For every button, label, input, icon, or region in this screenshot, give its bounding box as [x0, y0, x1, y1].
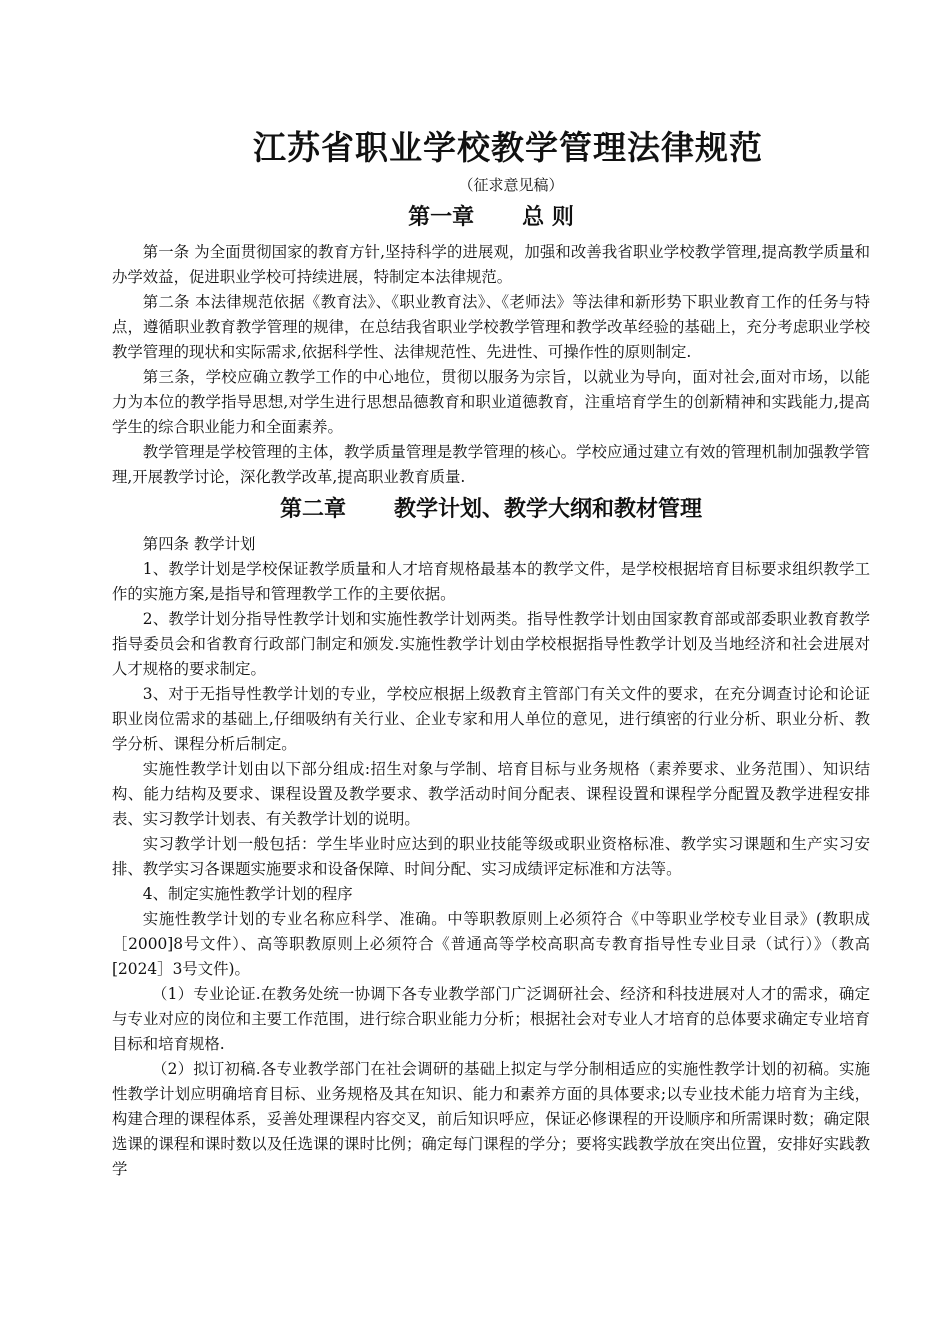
- document-page: [112, 124, 870, 1182]
- article-1: 第一条 为全面贯彻国家的教育方针,坚持科学的进展观，加强和改善我省职业学校教学管理,提高教学质量和办学效益，促进职业学校可持续进展，特制定本法律规范。: [112, 243, 870, 286]
- article-4-heading: 第四条 教学计划: [142, 535, 256, 553]
- teaching-plan-item-1: 1、教学计划是学校保证教学质量和人才培育规格最基本的教学文件，是学校根据培育目标要求组织教学工作的实施方案,是指导和管理教学工作的主要依据。: [112, 560, 870, 603]
- plan-components-paragraph: 实施性教学计划由以下部分组成:招生对象与学制、培育目标与业务规格（素养要求、业务范围）、知识结构、能力结构及要求、课程设置及教学要求、教学活动时间分配表、课程设置和课程学分配置及教学进程安排表、实习教学计划表、有关教学计划的说明。: [112, 760, 870, 828]
- document-subtitle: （征求意见稿）: [458, 176, 564, 194]
- procedure-step-2: （2）拟订初稿.各专业教学部门在社会调研的基础上拟定与学分制相适应的实施性教学计划的初稿。实施性教学计划应明确培育目标、业务规格及其在知识、能力和素养方面的具体要求;以专业技术能力培育为主线，构建合理的课程体系，妥善处理课程内容交叉，前后知识呼应，保证必修课程的开设顺序和所需课时数；确定限选课的课程和课时数以及任选课的课时比例；确定每门课程的学分；要将实践教学放在突出位置，安排好实践教学: [112, 1060, 870, 1178]
- chapter-1-heading: [112, 200, 870, 236]
- teaching-plan-item-2: 2、教学计划分指导性教学计划和实施性教学计划两类。指导性教学计划由国家教育部或部委职业教育教学指导委员会和省教育行政部门制定和颁发.实施性教学计划由学校根据指导性教学计划及当地经济和社会进展对人才规格的要求制定。: [112, 610, 870, 678]
- chapter-1-number: 第一章: [408, 205, 475, 230]
- teaching-plan-item-4: 4、制定实施性教学计划的程序: [142, 885, 353, 903]
- article-3: 第三条，学校应确立教学工作的中心地位，贯彻以服务为宗旨，以就业为导向，面对社会,面对市场，以能力为本位的教学指导思想,对学生进行思想品德教育和职业道德教育，注重培育学生的创新精神和实践能力,提高学生的综合职业能力和全面素养。: [112, 368, 870, 436]
- teaching-management-paragraph: 教学管理是学校管理的主体，教学质量管理是教学管理的核心。学校应通过建立有效的管理机制加强教学管理,开展教学讨论，深化教学改革,提高职业教育质量.: [112, 443, 870, 486]
- internship-plan-paragraph: 实习教学计划一般包括：学生毕业时应达到的职业技能等级或职业资格标准、教学实习课题和生产实习安排、教学实习各课题实施要求和设备保障、时间分配、实习成绩评定标准和方法等。: [112, 835, 870, 878]
- document-title: 江苏省职业学校教学管理法律规范: [253, 128, 763, 167]
- teaching-plan-item-3: 3、对于无指导性教学计划的专业，学校应根据上级教育主管部门有关文件的要求，在充分调查讨论和论证职业岗位需求的基础上,仔细吸纳有关行业、企业专家和用人单位的意见，进行缜密的行业分析、职业分析、教学分析、课程分析后制定。: [112, 685, 870, 753]
- chapter-2-number: 第二章: [279, 497, 346, 522]
- chapter-2-heading: [112, 492, 870, 528]
- chapter-1-name: 总 则: [522, 205, 574, 230]
- chapter-2-name: 教学计划、教学大纲和教材管理: [394, 497, 703, 522]
- procedure-step-1: （1）专业论证.在教务处统一协调下各专业教学部门广泛调研社会、经济和科技进展对人才的需求，确定与专业对应的岗位和主要工作范围，进行综合职业能力分析；根据社会对专业人才培育的总体要求确定专业培育目标和培育规格.: [112, 985, 870, 1053]
- major-name-paragraph: 实施性教学计划的专业名称应科学、准确。中等职教原则上必须符合《中等职业学校专业目录》(教职成［2000]8号文件）、高等职教原则上必须符合《普通高等学校高职高专教育指导性专业目录（试行）》（教高[2024］3号文件)。: [112, 910, 870, 978]
- article-2: 第二条 本法律规范依据《教育法》、《职业教育法》、《老师法》等法律和新形势下职业教育工作的任务与特点，遵循职业教育教学管理的规律，在总结我省职业学校教学管理和教学改革经验的基础上，充分考虑职业学校教学管理的现状和实际需求,依据科学性、法律规范性、先进性、可操作性的原则制定.: [112, 293, 870, 361]
